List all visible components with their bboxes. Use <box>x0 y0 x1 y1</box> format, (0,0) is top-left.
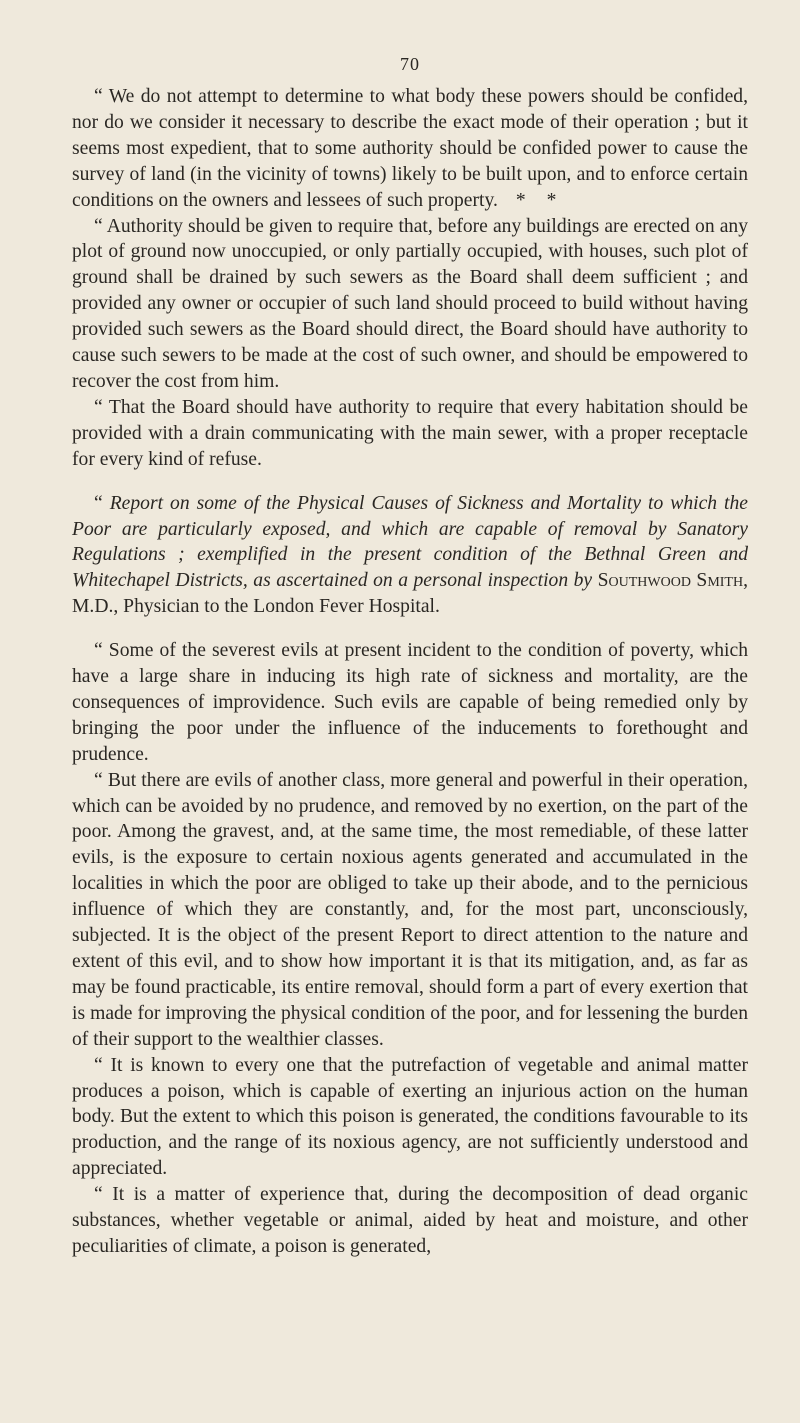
paragraph: “ Authority should be given to require that, before any buildings are erected on any plot of ground now unoccupied, or only partially occupied, with houses, such plot of ground shall be drained by such sewers as the Board shall deem sufficient ; and provided any owner or occupier of such land should proceed to build without having provided such sewers as the Board should direct, the Board should have authority to cause such sewers to be made at the cost of such owner, and should be empowered to recover the cost from him. <box>72 215 748 392</box>
report-affiliation: M.D., Physician to the London Fever Hospital. <box>72 596 440 618</box>
paragraph: “ Some of the severest evils at present incident to the condition of poverty, which have a large share in inducing its high rate of sickness and mortality, are the consequences of improvidence. Such evils are capable of being remedied only by bringing the poor under the influence of the inducements to forethought and prudence. <box>72 640 748 765</box>
paragraph: “ But there are evils of another class, more general and powerful in their operation, which can be avoided by no prudence, and removed by no exertion, on the part of the poor. Among the gravest, and, at the same time, the most remediable, of these latter evils, is the exposure to certain noxious agents generated and accumulated in the localities in which the poor are obliged to take up their abode, and to the pernicious influence of which they are constantly, and, for the most part, unconsciously, subjected. It is the object of the present Report to direct attention to the nature and extent of this evil, and to show how important it is that its mitigation, and, as far as may be found practicable, its entire removal, should form a part of every exertion that is made for improving the physical condition of the poor, and for lessening the burden of their support to the wealthier classes. <box>72 769 748 1050</box>
paragraph: “ That the Board should have authority to require that every habitation should be provided with a drain communicating with the main sewer, with a proper receptacle for every kind of refuse. <box>72 396 748 470</box>
report-title: Report on some of the Physical Causes of Sickness and Mortality to which the Poor are particularly exposed, and which are capable of removal by Sanatory Regulations ; exemplified in the present condition of the Bethnal Green and Whitechapel Districts, as ascertained on a personal inspection by <box>72 492 748 592</box>
report-citation <box>72 491 748 621</box>
report-open-quote: “ <box>94 492 103 514</box>
paragraph-text: “ We do not attempt to determine to what body these powers should be confided, nor do we consider it necessary to describe the exact mode of their operation ; but it seems most expedient, that to some authority should be confided power to cause the survey of land (in the vicinity of towns) likely to be built upon, and to enforce certain conditions on the owners and lessees of such property. <box>72 86 748 211</box>
page-number: 70 <box>400 54 420 74</box>
paragraph: “ It is a matter of experience that, during the decomposition of dead organic substances, whether vegetable or animal, aided by heat and moisture, and other peculiarities of climate, a poison is generated, <box>72 1184 748 1257</box>
paragraph: “ It is known to every one that the putrefaction of vegetable and animal matter produces a poison, which is capable of exerting an injurious action on the human body. But the extent to which this poison is generated, the conditions favourable to its production, and the range of its noxious agency, are not sufficiently understood and appreciated. <box>72 1054 748 1180</box>
ellipsis-stars: * * <box>515 189 565 211</box>
report-author: Southwood Smith, <box>597 570 748 592</box>
paragraph <box>72 84 748 214</box>
